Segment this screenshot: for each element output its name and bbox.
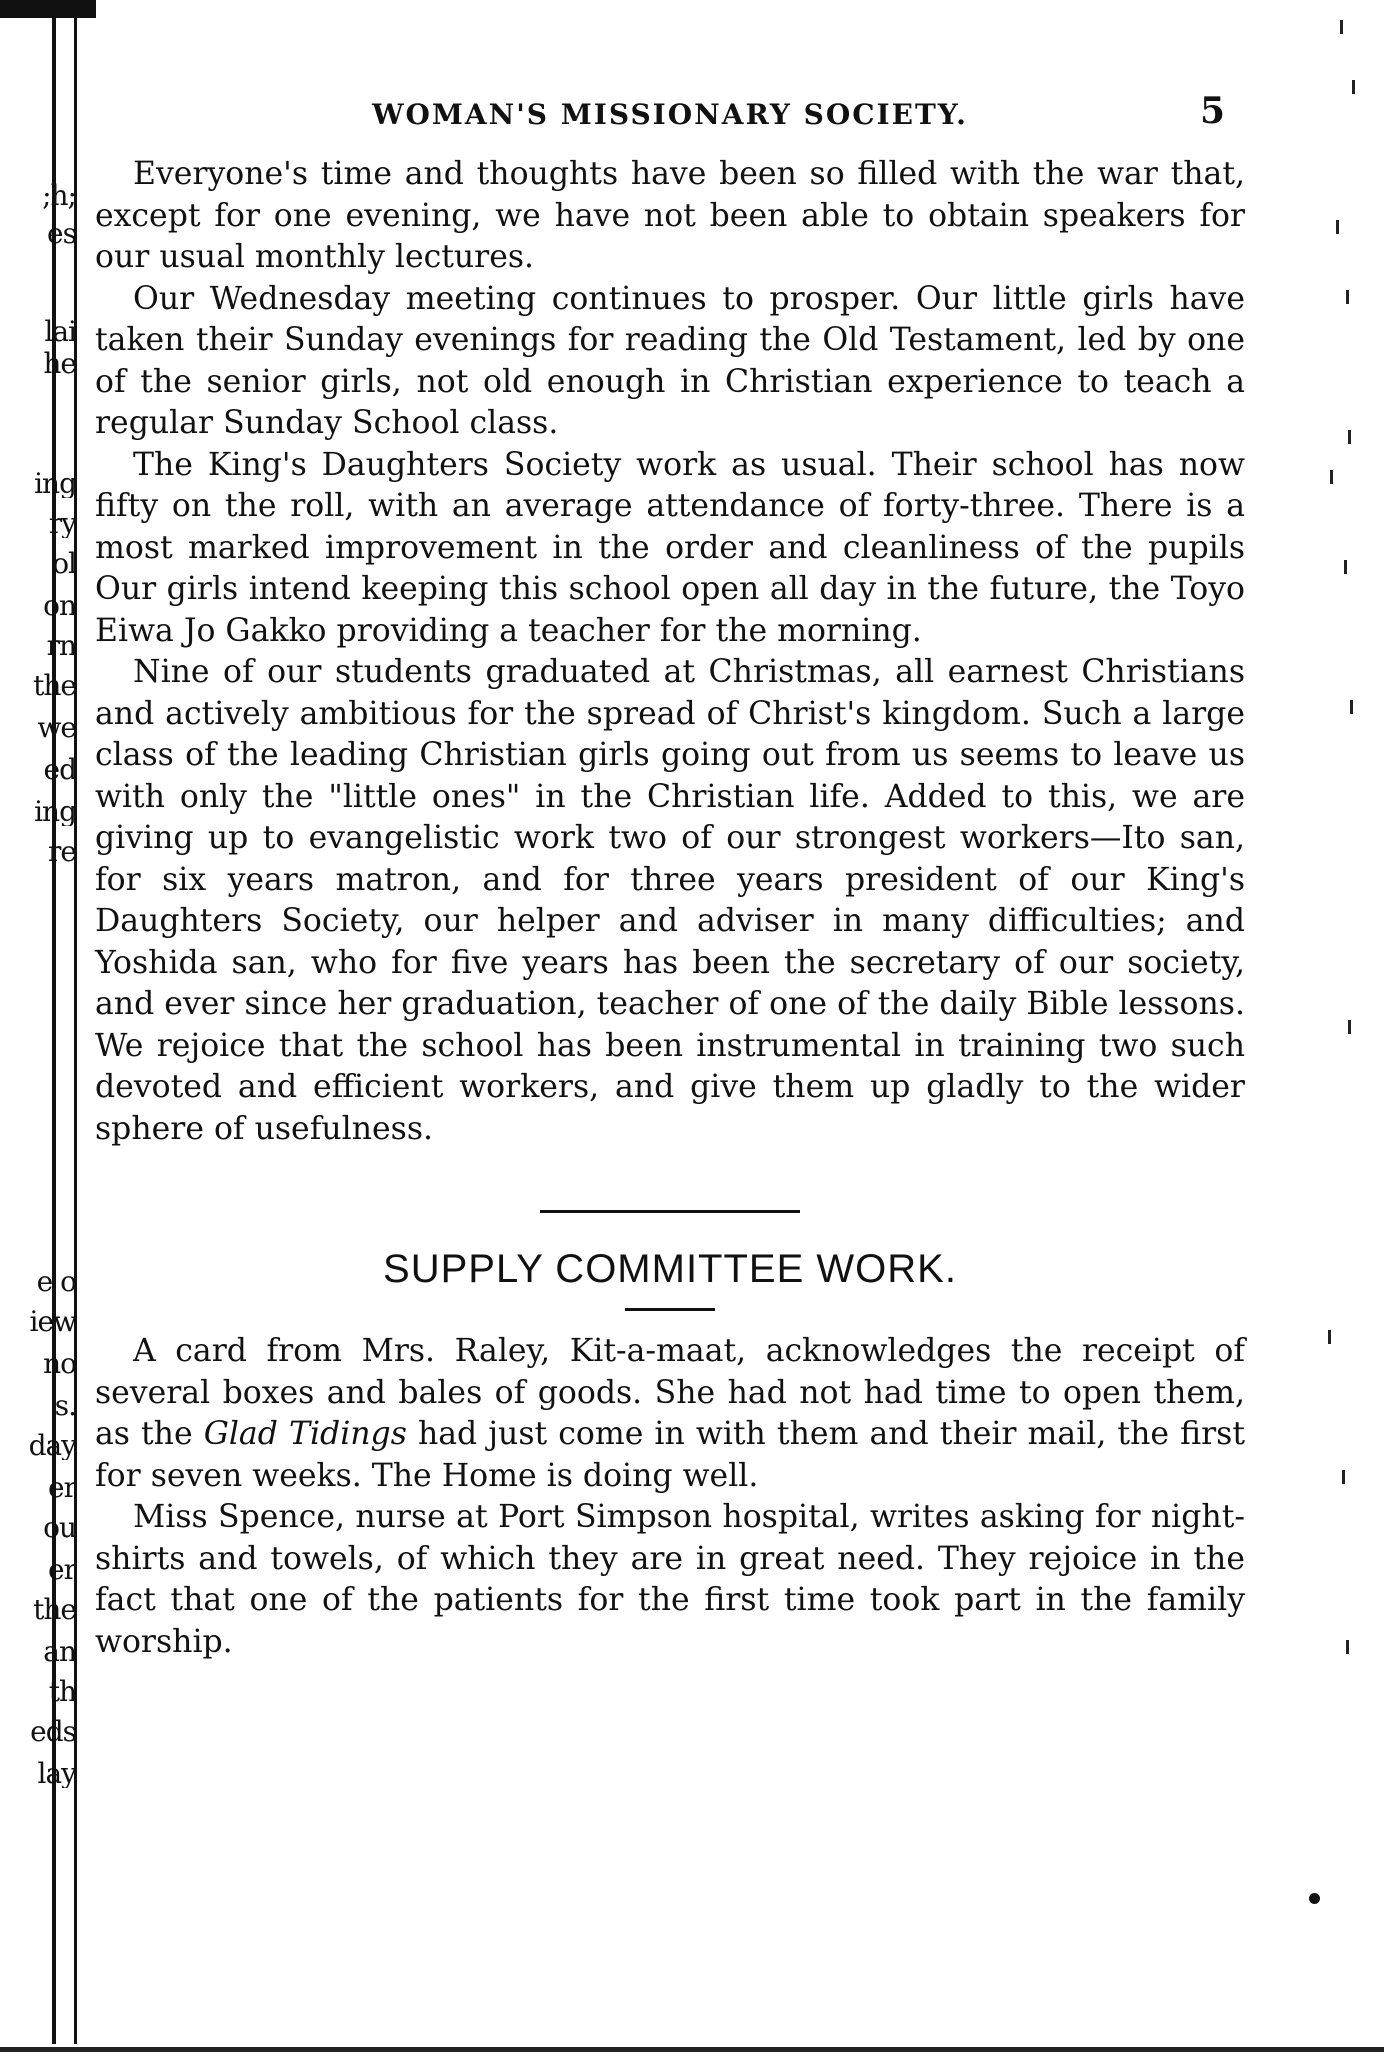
margin-fragment: eds [30, 1718, 76, 1746]
margin-fragment: no [43, 1350, 76, 1378]
section-heading: SUPPLY COMMITTEE WORK. [383, 1247, 957, 1291]
margin-fragment: we [37, 714, 76, 742]
body-paragraph: Nine of our students graduated at Christmas, all earnest Christians and actively ambitious for the spread of Christ's kingdom. Such a large class of the leading Christian girls going out from us seems to leave us with only the "little ones" in the Christian life. Added to this, we are giving up to evangelistic work two of our strongest workers—Ito san, for six years matron, and for three years president of our King's Daughters Society, our helper and adviser in many difficulties; and Yoshida san, who for five years has been the secretary of our society, and ever since her graduation, teacher of one of the daily Bible lessons. We rejoice that the school has been instrumental in training two such devoted and efficient workers, and give them up gladly to the wider sphere of usefulness. [95, 654, 1245, 1147]
body-paragraph: Everyone's time and thoughts have been so filled with the war that, except for one evening, we have not been able to obtain speakers for our usual monthly lectures. [95, 156, 1245, 275]
margin-fragment: day [28, 1432, 76, 1460]
supply-paragraph [95, 1331, 1245, 1497]
margin-fragment: lay [37, 1760, 76, 1788]
margin-fragment: ry [48, 510, 76, 538]
running-header [95, 90, 1245, 136]
margin-fragment: ed [43, 756, 76, 784]
margin-fragment: ing [34, 470, 76, 498]
margin-fragment: ol [52, 550, 76, 578]
section-separator [540, 1210, 800, 1213]
margin-fragment: e o [36, 1268, 76, 1296]
margin-fragment: th [48, 1678, 76, 1706]
margin-fragment: he [43, 350, 76, 378]
supply-text: had just come in with them and their mail, the first for seven weeks. The Home is doing well. [95, 1416, 1245, 1494]
left-margin-bleed [0, 0, 78, 2066]
bottom-edge-rule [0, 2047, 1384, 2052]
margin-fragment: s. [54, 1392, 76, 1420]
margin-fragment: ;h; [42, 182, 76, 210]
running-title: WOMAN'S MISSIONARY SOCIETY. [372, 98, 968, 131]
margin-fragment: ou [43, 1514, 76, 1542]
supply-text: A card from Mrs. Raley, Kit-a-maat, acknowledges the receipt of several boxes and bales of goods. She had not had time to open them, as the [95, 1333, 1245, 1452]
body-paragraph: The King's Daughters Society work as usual. Their school has now fifty on the roll, with an average attendance of forty-three. There is a most marked improvement in the order and cleanliness of the pupils Our girls intend keeping this school open all day in the future, the Toyo Eiwa Jo Gakko providing a teacher for the morning. [95, 446, 1245, 649]
publication-title: Glad Tidings [203, 1416, 407, 1452]
margin-fragment: ing [34, 798, 76, 826]
margin-fragment: es [47, 220, 76, 248]
margin-fragment: iew [29, 1308, 76, 1336]
margin-fragment: on [43, 592, 76, 620]
margin-fragment: an [43, 1638, 76, 1666]
page-number: 5 [1199, 90, 1225, 132]
margin-fragment: lai [44, 318, 76, 346]
heading-rule [625, 1308, 715, 1311]
margin-fragment: er [48, 1474, 76, 1502]
supply-paragraph: Miss Spence, nurse at Port Simpson hospital, writes asking for night-shirts and towels, of which they are in great need. They rejoice in the fact that one of the patients for the first time took part in the family worship. [95, 1499, 1245, 1660]
body-paragraph: Our Wednesday meeting continues to prosper. Our little girls have taken their Sunday evenings for reading the Old Testament, led by one of the senior girls, not old enough in Christian experience to teach a regular Sunday School class. [95, 280, 1245, 441]
page-content [95, 90, 1245, 1663]
margin-fragment: re [48, 838, 76, 866]
margin-fragment: the [33, 1596, 76, 1624]
margin-fragment: rn [46, 632, 76, 660]
margin-fragment: er [48, 1556, 76, 1584]
margin-fragment: the [33, 672, 76, 700]
ink-dot [1309, 1893, 1320, 1904]
